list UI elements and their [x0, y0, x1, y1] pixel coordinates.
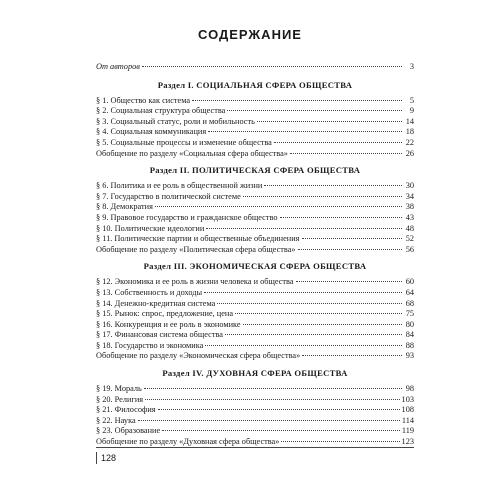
toc-entry-label: § 15. Рынок: спрос, предложение, цена	[96, 309, 234, 319]
toc-entry-page: 123	[401, 437, 414, 447]
toc-entry-label: § 2. Социальная структура общества	[96, 106, 226, 116]
toc-entry-label: § 10. Политические идеологии	[96, 223, 205, 233]
toc-entry	[96, 213, 414, 224]
toc-entry	[96, 192, 414, 203]
toc-entry	[96, 395, 414, 406]
toc-entry-label: § 9. Правовое государство и гражданское общество	[96, 212, 278, 222]
toc-entry	[96, 245, 414, 256]
page-title: СОДЕРЖАНИЕ	[198, 27, 302, 42]
toc-entry-page: 64	[405, 287, 414, 297]
toc-entry-page: 26	[405, 148, 414, 158]
dot-leader	[243, 196, 402, 197]
toc-entry-label: § 1. Общество как система	[96, 95, 191, 105]
toc-entry-label: § 6. Политика и ее роль в общественной жизни	[96, 181, 263, 191]
toc-entry	[96, 320, 414, 331]
toc-entry-label: § 20. Религия	[96, 394, 144, 404]
toc-entry-page: 52	[405, 234, 414, 244]
toc-entry	[96, 224, 414, 235]
toc-entry-page: 103	[401, 394, 414, 404]
page-number: 128	[96, 452, 116, 464]
toc-entry-page: 75	[405, 309, 414, 319]
toc-entry	[96, 149, 414, 160]
toc-entry-label: От авторов	[96, 62, 140, 71]
section-heading: Раздел II. ПОЛИТИЧЕСКАЯ СФЕРА ОБЩЕСТВА	[149, 165, 361, 176]
toc-entry	[96, 234, 414, 245]
toc-entry-page: 68	[405, 298, 414, 308]
dot-leader	[217, 303, 402, 304]
dot-leader	[264, 185, 402, 186]
toc-entry-label: § 18. Государство и экономика	[96, 340, 204, 350]
toc-entry	[96, 96, 414, 107]
dot-leader	[296, 281, 402, 282]
toc-entry-page: 34	[405, 191, 414, 201]
toc-entry-page: 98	[405, 384, 414, 394]
toc-entry-page: 9	[409, 106, 414, 116]
toc-entry-page: 14	[405, 116, 414, 126]
dot-leader	[274, 142, 402, 143]
toc-entry	[96, 426, 414, 437]
toc-entry-page: 88	[405, 340, 414, 350]
dot-leader	[243, 324, 402, 325]
toc-entry-label: § 23. Образование	[96, 426, 161, 436]
toc-entry	[96, 341, 414, 352]
dot-leader	[280, 217, 402, 218]
dot-leader	[204, 292, 402, 293]
toc-entry-label: § 13. Собственность и доходы	[96, 287, 203, 297]
dot-leader	[302, 355, 402, 356]
toc-entry-label: § 22. Наука	[96, 415, 136, 425]
toc-entry-page: 43	[405, 212, 414, 222]
toc-entry-page: 60	[405, 277, 414, 287]
toc-entry	[96, 384, 414, 395]
dot-leader	[257, 121, 402, 122]
toc-entry-page: 80	[405, 319, 414, 329]
toc-entry-label: Обобщение по разделу «Духовная сфера общества»	[96, 437, 280, 447]
dot-leader	[290, 153, 402, 154]
table-of-contents	[96, 62, 414, 448]
toc-entry-page: 38	[405, 202, 414, 212]
dot-leader	[145, 399, 399, 400]
toc-entry	[96, 299, 414, 310]
footer-rule	[96, 447, 414, 448]
toc-entry	[96, 117, 414, 128]
dot-leader	[155, 206, 402, 207]
dot-leader	[192, 100, 402, 101]
dot-leader	[138, 420, 400, 421]
toc-entry-page: 48	[405, 223, 414, 233]
toc-entry-label: § 14. Денежно-кредитная система	[96, 298, 216, 308]
section-heading: Раздел I. СОЦИАЛЬНАЯ СФЕРА ОБЩЕСТВА	[157, 79, 353, 90]
toc-entry-label: § 12. Экономика и ее роль в жизни человека и общества	[96, 277, 294, 287]
toc-entry	[96, 127, 414, 138]
toc-entry	[96, 405, 414, 416]
toc-entry-label: § 4. Социальная коммуникация	[96, 127, 207, 137]
dot-leader	[144, 388, 402, 389]
dot-leader	[208, 131, 402, 132]
toc-entry-label: Обобщение по разделу «Политическая сфера общества»	[96, 244, 296, 254]
toc-entry-page: 114	[401, 415, 414, 425]
toc-entry	[96, 202, 414, 213]
toc-entry-page: 5	[409, 95, 414, 105]
section-heading: Раздел III. ЭКОНОМИЧЕСКАЯ СФЕРА ОБЩЕСТВА	[143, 261, 367, 272]
toc-entry-label: § 17. Финансовая система общества	[96, 330, 223, 340]
toc-entry	[96, 330, 414, 341]
toc-sections	[96, 80, 414, 448]
dot-leader	[225, 334, 402, 335]
dot-leader	[206, 228, 402, 229]
dot-leader	[142, 66, 402, 67]
toc-entry	[96, 106, 414, 117]
toc-entry-label: Обобщение по разделу «Социальная сфера общества»	[96, 148, 288, 158]
toc-entry-label: § 7. Государство в политической системе	[96, 191, 241, 201]
toc-entry	[96, 351, 414, 362]
toc-entry-label: § 19. Мораль	[96, 384, 142, 394]
dot-leader	[302, 238, 403, 239]
toc-entry	[96, 138, 414, 149]
section-heading: Раздел IV. ДУХОВНАЯ СФЕРА ОБЩЕСТВА	[162, 368, 348, 379]
toc-entry-label: § 3. Социальный статус, роли и мобильность	[96, 116, 255, 126]
toc-entry-page: 18	[405, 127, 414, 137]
toc-entry-page: 84	[405, 330, 414, 340]
toc-entry-page: 93	[405, 351, 414, 361]
dot-leader	[298, 249, 402, 250]
toc-entry	[96, 416, 414, 427]
dot-leader	[162, 430, 400, 431]
toc-entry-label: Обобщение по разделу «Экономическая сфера общества»	[96, 351, 301, 361]
toc-entry	[96, 181, 414, 192]
toc-entry	[96, 277, 414, 288]
toc-entry-label: § 8. Демократия	[96, 202, 153, 212]
toc-entry-intro	[96, 62, 414, 73]
dot-leader	[281, 441, 399, 442]
toc-entry-page: 108	[401, 405, 414, 415]
toc-entry-label: § 16. Конкуренция и ее роль в экономике	[96, 319, 241, 329]
toc-entry	[96, 288, 414, 299]
toc-entry-label: § 21. Философия	[96, 405, 156, 415]
toc-entry-page: 22	[405, 137, 414, 147]
toc-entry	[96, 309, 414, 320]
toc-entry-page: 30	[405, 181, 414, 191]
dot-leader	[227, 110, 402, 111]
toc-entry-page: 119	[401, 426, 414, 436]
dot-leader	[205, 345, 402, 346]
dot-leader	[235, 313, 402, 314]
toc-entry-label: § 5. Социальные процессы и изменение общества	[96, 137, 272, 147]
toc-entry-label: § 11. Политические партии и общественные объединения	[96, 234, 300, 244]
dot-leader	[158, 409, 400, 410]
toc-entry-page: 56	[405, 244, 414, 254]
toc-entry-page: 3	[409, 62, 414, 71]
